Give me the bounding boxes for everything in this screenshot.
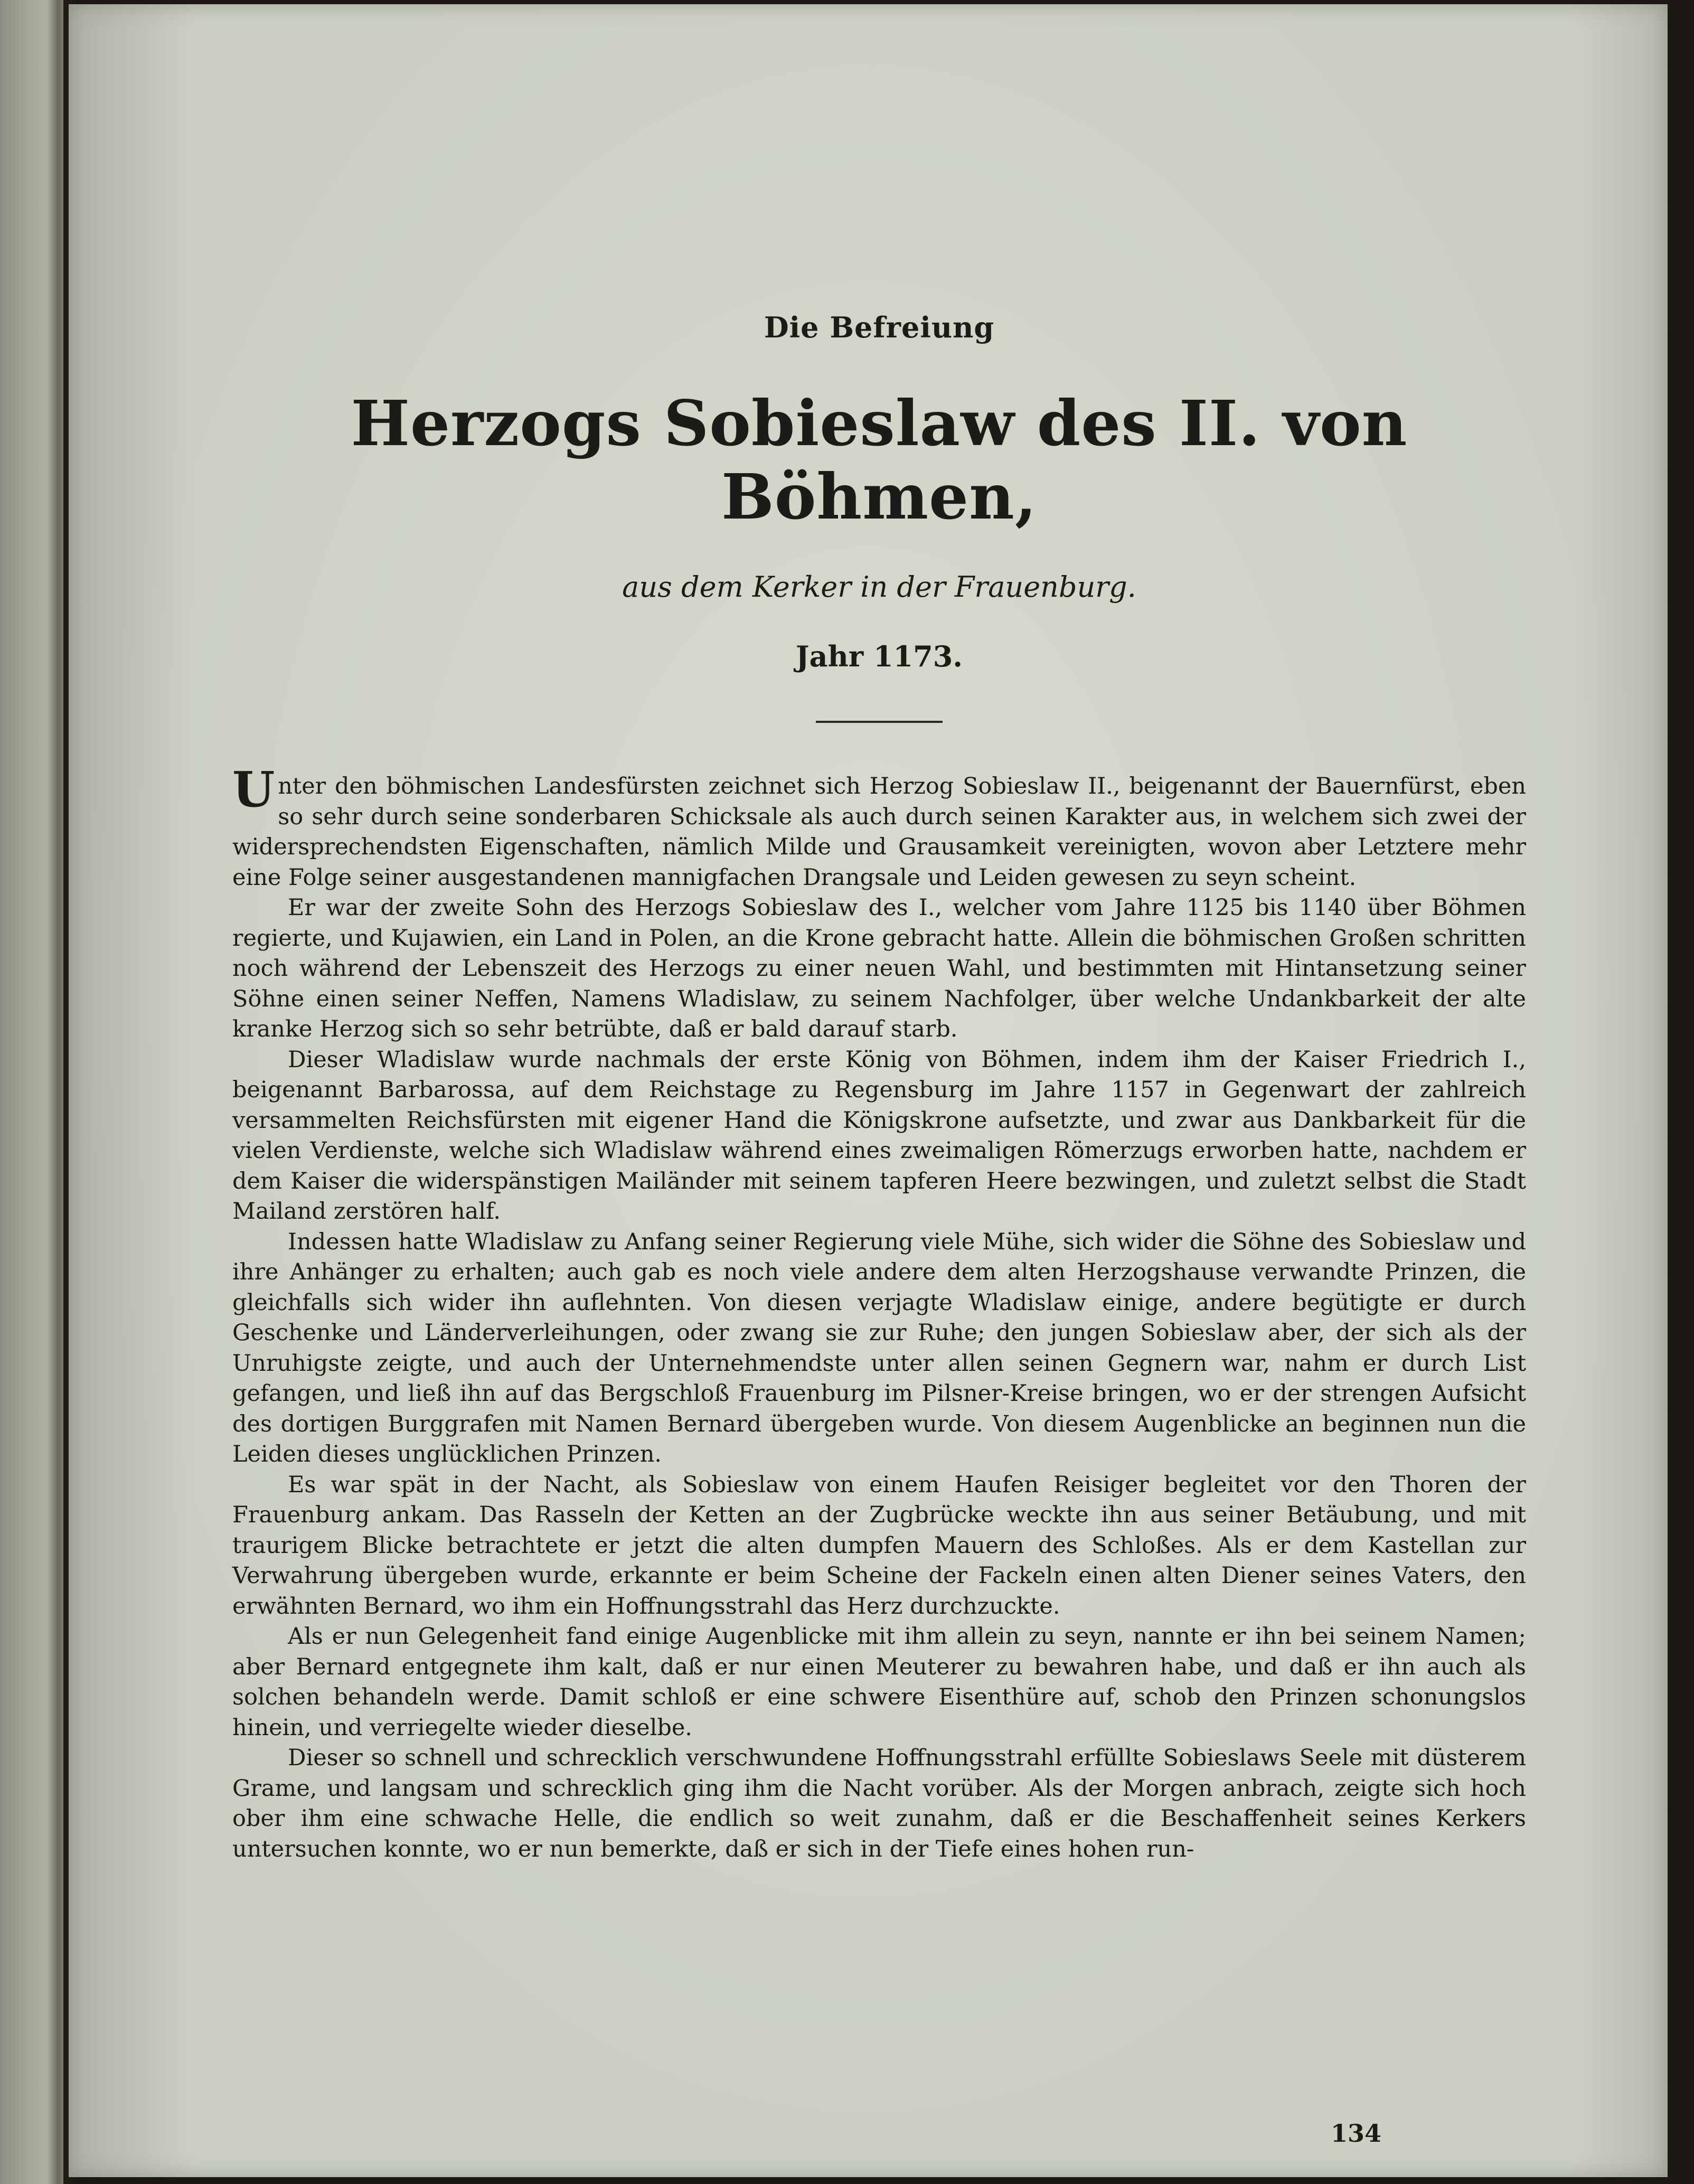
chapter-year: Jahr 1173.: [795, 639, 963, 673]
paragraph-3: Dieser Wladislaw wurde nachmals der erste König von Böhmen, indem ihm der Kaiser Friedrich I., beigenannt Barbarossa, auf dem Reichstage zu Regensburg im Jahre 1157 in Gegenwart der zahlreich versammelten Reichsfürsten mit eigener Hand die Königskrone aufsetzte, und zwar aus Dankbarkeit für die vielen Verdienste, welche sich Wladislaw während eines zweimaligen Römerzugs erworben hatte, nachdem er dem Kaiser die widerspänstigen Mailänder mit seinem tapferen Heere bezwingen, und zuletzt selbst die Stadt Mailand zerstören half.: [232, 1046, 1526, 1225]
body-text: [232, 761, 1526, 1865]
paragraph-4: Indessen hatte Wladislaw zu Anfang seiner Regierung viele Mühe, sich wider die Söhne des Sobieslaw und ihre Anhänger zu erhalten; auch gab es noch viele andere dem alten Herzogshause verwandte Prinzen, die gleichfalls sich wider ihn auflehnten. Von diesen verjagte Wladislaw einige, andere begütigte er durch Geschenke und Länderverleihungen, oder zwang sie zur Ruhe; den jungen Sobieslaw aber, der sich als der Unruhigste zeigte, und auch der Unternehmendste unter allen seinen Gegnern war, nahm er durch List gefangen, und ließ ihn auf das Bergschloß Frauenburg im Pilsner-Kreise bringen, wo er der strengen Aufsicht des dortigen Burggrafen mit Namen Bernard übergeben wurde. Von diesem Augenblicke an beginnen nun die Leiden dieses unglücklichen Prinzen.: [232, 1228, 1526, 1467]
chapter-subtitle: aus dem Kerker in der Frauenburg.: [622, 570, 1136, 604]
paragraph-6: Als er nun Gelegenheit fand einige Augenblicke mit ihm allein zu seyn, nannte er ihn bei seinem Namen; aber Bernard entgegnete ihm kalt, daß er nur einen Meuterer zu bewahren habe, und daß er ihn auch als solchen behandeln werde. Damit schloß er eine schwere Eisenthüre auf, schob den Prinzen schonungslos hinein, und verriegelte wieder dieselbe.: [232, 1623, 1526, 1741]
title-divider: [816, 721, 943, 723]
chapter-supertitle: Die Befreiung: [764, 310, 995, 344]
book-page: [69, 4, 1668, 2177]
paragraph-2: Er war der zweite Sohn des Herzogs Sobieslaw des I., welcher vom Jahre 1125 bis 1140 über Böhmen regierte, und Kujawien, ein Land in Polen, an die Krone gebracht hatte. Allein die böhmischen Großen schritten noch während der Lebenszeit des Herzogs zu einer neuen Wahl, und bestimmten mit Hintansetzung seiner Söhne einen seiner Neffen, Namens Wladislaw, zu seinem Nachfolger, über welche Undankbarkeit der alte kranke Herzog sich so sehr betrübte, daß er bald darauf starb.: [232, 895, 1526, 1042]
paragraph-1-text: nter den böhmischen Landesfürsten zeichnet sich Herzog Sobieslaw II., beigenannt der Bauernfürst, eben so sehr durch seine sonderbaren Schicksale als auch durch seinen Karakter aus, in welchem sich zwei der widersprechendsten Eigenschaften, nämlich Milde und Grausamkeit vereinigten, wovon aber Letztere mehr eine Folge seiner ausgestandenen mannigfachen Drangsale und Leiden gewesen zu seyn scheint.: [232, 773, 1526, 891]
page-content: [232, 279, 1526, 2148]
chapter-title: Herzogs Sobieslaw des II. von Böhmen,: [351, 387, 1408, 533]
paragraph-7: Dieser so schnell und schrecklich verschwundene Hoffnungsstrahl erfüllte Sobieslaws Seele mit düsterem Grame, und langsam und schrecklich ging ihm die Nacht vorüber. Als der Morgen anbrach, zeigte sich hoch ober ihm eine schwache Helle, die endlich so weit zunahm, daß er die Beschaffenheit seines Kerkers untersuchen konnte, wo er nun bemerkte, daß er sich in der Tiefe eines hohen run-: [232, 1745, 1526, 1862]
paragraph-5: Es war spät in der Nacht, als Sobieslaw von einem Haufen Reisiger begleitet vor den Thoren der Frauenburg ankam. Das Rasseln der Ketten an der Zugbrücke weckte ihn aus seiner Betäubung, und mit traurigem Blicke betrachtete er jetzt die alten dumpfen Mauern des Schloßes. Als er dem Kastellan zur Verwahrung übergeben wurde, erkannte er beim Scheine der Fackeln einen alten Diener seines Vaters, den erwähnten Bernard, wo ihm ein Hoffnungsstrahl das Herz durchzuckte.: [232, 1471, 1526, 1620]
drop-cap: U: [232, 761, 275, 818]
page-number: 134: [1331, 2119, 1382, 2148]
paragraph-1: [232, 761, 1526, 893]
